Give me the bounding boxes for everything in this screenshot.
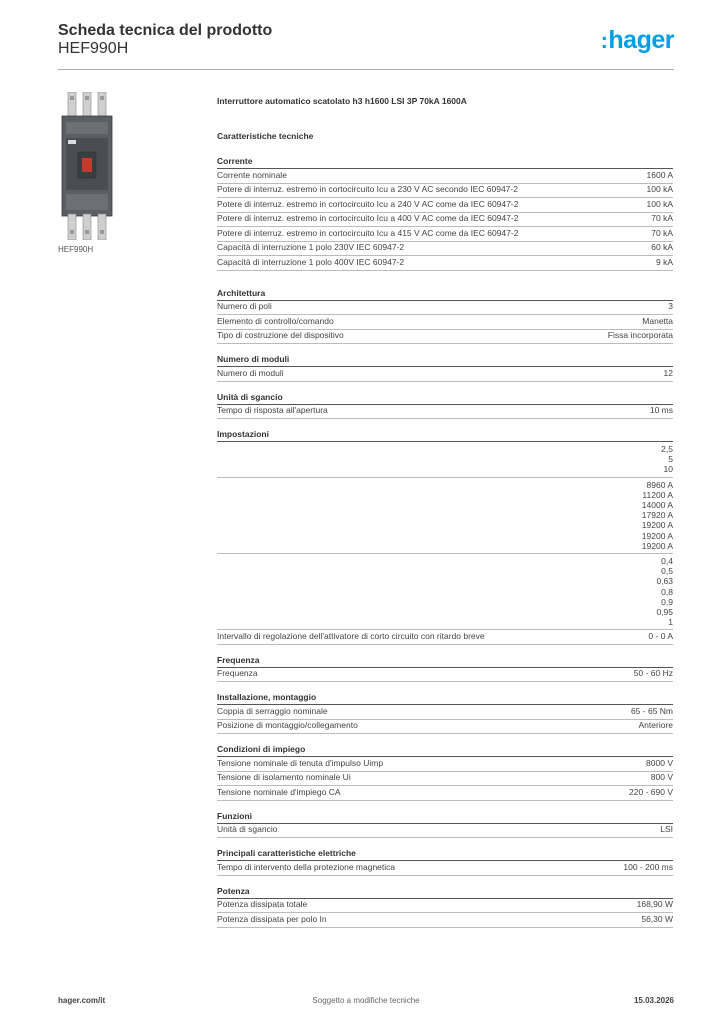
section-frequenza-rows	[217, 668, 673, 683]
spec-value: LSI	[660, 824, 673, 835]
section-elettriche-title: Principali caratteristiche elettriche	[217, 848, 673, 861]
section-architettura-title: Architettura	[217, 288, 673, 301]
spec-label: Unità di sgancio	[217, 824, 278, 835]
impostazioni-value: 19200 A	[641, 530, 673, 541]
spec-value: 70 kA	[651, 213, 673, 223]
spec-label: Coppia di serraggio nominale	[217, 705, 328, 716]
spec-value: 800 V	[650, 772, 673, 783]
impostazioni-value: 19200 A	[641, 540, 673, 551]
spec-content	[217, 96, 673, 928]
spec-row	[217, 861, 673, 876]
spec-row	[217, 227, 673, 242]
impostazioni-value: 19200 A	[641, 520, 673, 531]
spec-label: Potenza dissipata per polo In	[217, 913, 327, 924]
spec-label: Frequenza	[217, 668, 258, 679]
impostazioni-value: 0,5	[661, 566, 673, 577]
spec-value: 168,90 W	[636, 899, 673, 910]
spec-row	[217, 705, 673, 720]
spec-label: Potenza dissipata totale	[217, 899, 308, 910]
spec-label: Intervallo di regolazione dell'attivatore di corto circuito con ritardo breve	[217, 630, 485, 641]
spec-value: Manetta	[642, 315, 673, 326]
spec-row	[217, 367, 673, 382]
product-code: HEF990H	[58, 40, 129, 57]
spec-value: Fissa incorporata	[607, 330, 673, 340]
spec-value: 50 - 60 Hz	[633, 668, 673, 679]
impostazioni-block-2	[217, 478, 673, 554]
spec-row	[217, 824, 673, 839]
impostazioni-value: 0,4	[661, 556, 673, 567]
impostazioni-value: 0,95	[656, 607, 673, 618]
impostazioni-value: 0,9	[661, 596, 673, 607]
spec-label: Elemento di controllo/comando	[217, 315, 334, 326]
spec-value: 56,30 W	[641, 913, 673, 924]
section-sgancio-rows	[217, 405, 673, 420]
spec-label: Numero di moduli	[217, 367, 284, 378]
spec-row	[217, 757, 673, 772]
hager-logo: :hager	[600, 26, 674, 54]
spec-label: Tensione nominale d'impiego CA	[217, 786, 341, 797]
spec-value: 12	[663, 367, 673, 378]
page-title: Scheda tecnica del prodotto	[58, 22, 273, 39]
spec-label: Potere di interruz. estremo in cortocircuito Icu a 230 V AC secondo IEC 60947-2	[217, 184, 518, 194]
product-image-caption: HEF990H	[58, 245, 94, 254]
section-funzioni-title: Funzioni	[217, 811, 673, 824]
spec-label: Potere di interruz. estremo in cortocircuito Icu a 415 V AC come da IEC 60947-2	[217, 227, 519, 238]
section-corrente-title: Corrente	[217, 156, 673, 169]
spec-row	[217, 630, 673, 645]
section-moduli-rows	[217, 367, 673, 382]
impostazioni-value: 2,5	[661, 444, 673, 454]
spec-row	[217, 772, 673, 787]
product-image	[58, 92, 126, 240]
section-funzioni-rows	[217, 824, 673, 839]
spec-label: Posizione di montaggio/collegamento	[217, 720, 358, 731]
spec-value: 65 - 65 Nm	[630, 705, 673, 716]
spec-row	[217, 242, 673, 257]
spec-value: 60 kA	[651, 242, 673, 252]
section-impostazioni-title: Impostazioni	[217, 429, 673, 442]
spec-value: 100 kA	[646, 198, 673, 209]
spec-value: 9 kA	[655, 256, 673, 267]
impostazioni-block-1	[217, 442, 673, 478]
spec-row	[217, 315, 673, 330]
impostazioni-value: 10	[663, 464, 673, 475]
header-divider	[58, 69, 674, 70]
spec-value: 10 ms	[649, 405, 673, 415]
spec-row	[217, 786, 673, 801]
impostazioni-value: 17920 A	[641, 510, 673, 521]
spec-value: Anteriore	[638, 720, 673, 731]
spec-row	[217, 405, 673, 420]
section-impostazioni-rows	[217, 630, 673, 645]
impostazioni-value: 8960 A	[646, 479, 673, 490]
spec-value: 1600 A	[646, 169, 673, 180]
spec-row	[217, 213, 673, 228]
spec-row	[217, 668, 673, 683]
section-installazione-title: Installazione, montaggio	[217, 692, 673, 705]
section-elettriche-rows	[217, 861, 673, 876]
section-corrente-rows	[217, 169, 673, 271]
section-sgancio-title: Unità di sgancio	[217, 392, 673, 405]
footer-note: Soggetto a modifiche tecniche	[312, 996, 420, 1005]
section-potenza-rows	[217, 899, 673, 928]
spec-row	[217, 198, 673, 213]
section-condizioni-rows	[217, 757, 673, 801]
spec-row	[217, 330, 673, 345]
spec-value: 70 kA	[651, 227, 673, 238]
spec-label: Tempo di intervento della protezione magnetica	[217, 861, 396, 872]
impostazioni-block-3	[217, 554, 673, 630]
spec-label: Tempo di risposta all'apertura	[217, 405, 328, 415]
spec-label: Tensione di isolamento nominale Ui	[217, 772, 351, 783]
impostazioni-value: 5	[668, 454, 673, 465]
section-condizioni-title: Condizioni di impiego	[217, 744, 673, 757]
footer-website-link[interactable]: hager.com/it	[58, 996, 106, 1005]
section-moduli-title: Numero di moduli	[217, 354, 673, 367]
section-frequenza-title: Frequenza	[217, 655, 673, 668]
spec-row	[217, 301, 673, 316]
spec-value: 0 - 0 A	[648, 630, 673, 641]
spec-label: Potere di interruz. estremo in cortocircuito Icu a 240 V AC come da IEC 60947-2	[217, 198, 519, 209]
spec-label: Tensione nominale di tenuta d'impulso Uimp	[217, 757, 384, 768]
spec-row	[217, 169, 673, 184]
spec-value: 220 - 690 V	[629, 786, 673, 797]
impostazioni-value: 0,63	[656, 576, 673, 587]
spec-label: Numero di poli	[217, 301, 272, 311]
spec-row	[217, 720, 673, 735]
spec-row	[217, 899, 673, 914]
spec-row	[217, 913, 673, 928]
product-title: Interruttore automatico scatolato h3 h1600 LSI 3P 70kA 1600A	[217, 96, 467, 106]
section-installazione-rows	[217, 705, 673, 734]
spec-value: 3	[668, 301, 673, 311]
spec-row	[217, 184, 673, 199]
spec-value: 8000 V	[646, 757, 673, 768]
spec-label: Capacità di interruzione 1 polo 400V IEC 60947-2	[217, 256, 405, 267]
spec-label: Corrente nominale	[217, 169, 287, 180]
impostazioni-value: 0,8	[661, 586, 673, 597]
spec-label: Tipo di costruzione del dispositivo	[217, 330, 344, 340]
section-architettura-rows	[217, 301, 673, 345]
spec-value: 100 kA	[646, 184, 673, 194]
page-header	[58, 22, 674, 68]
spec-row	[217, 256, 673, 271]
spec-label: Capacità di interruzione 1 polo 230V IEC 60947-2	[217, 242, 405, 252]
impostazioni-value: 11200 A	[642, 489, 673, 500]
spec-label: Potere di interruz. estremo in cortocircuito Icu a 400 V AC come da IEC 60947-2	[217, 213, 519, 223]
spec-value: 100 - 200 ms	[623, 861, 673, 872]
impostazioni-value: 1	[668, 617, 673, 628]
footer-date: 15.03.2026	[633, 996, 674, 1005]
impostazioni-value: 14000 A	[641, 500, 673, 511]
section-potenza-title: Potenza	[217, 886, 673, 899]
main-section-title: Caratteristiche tecniche	[217, 131, 314, 141]
